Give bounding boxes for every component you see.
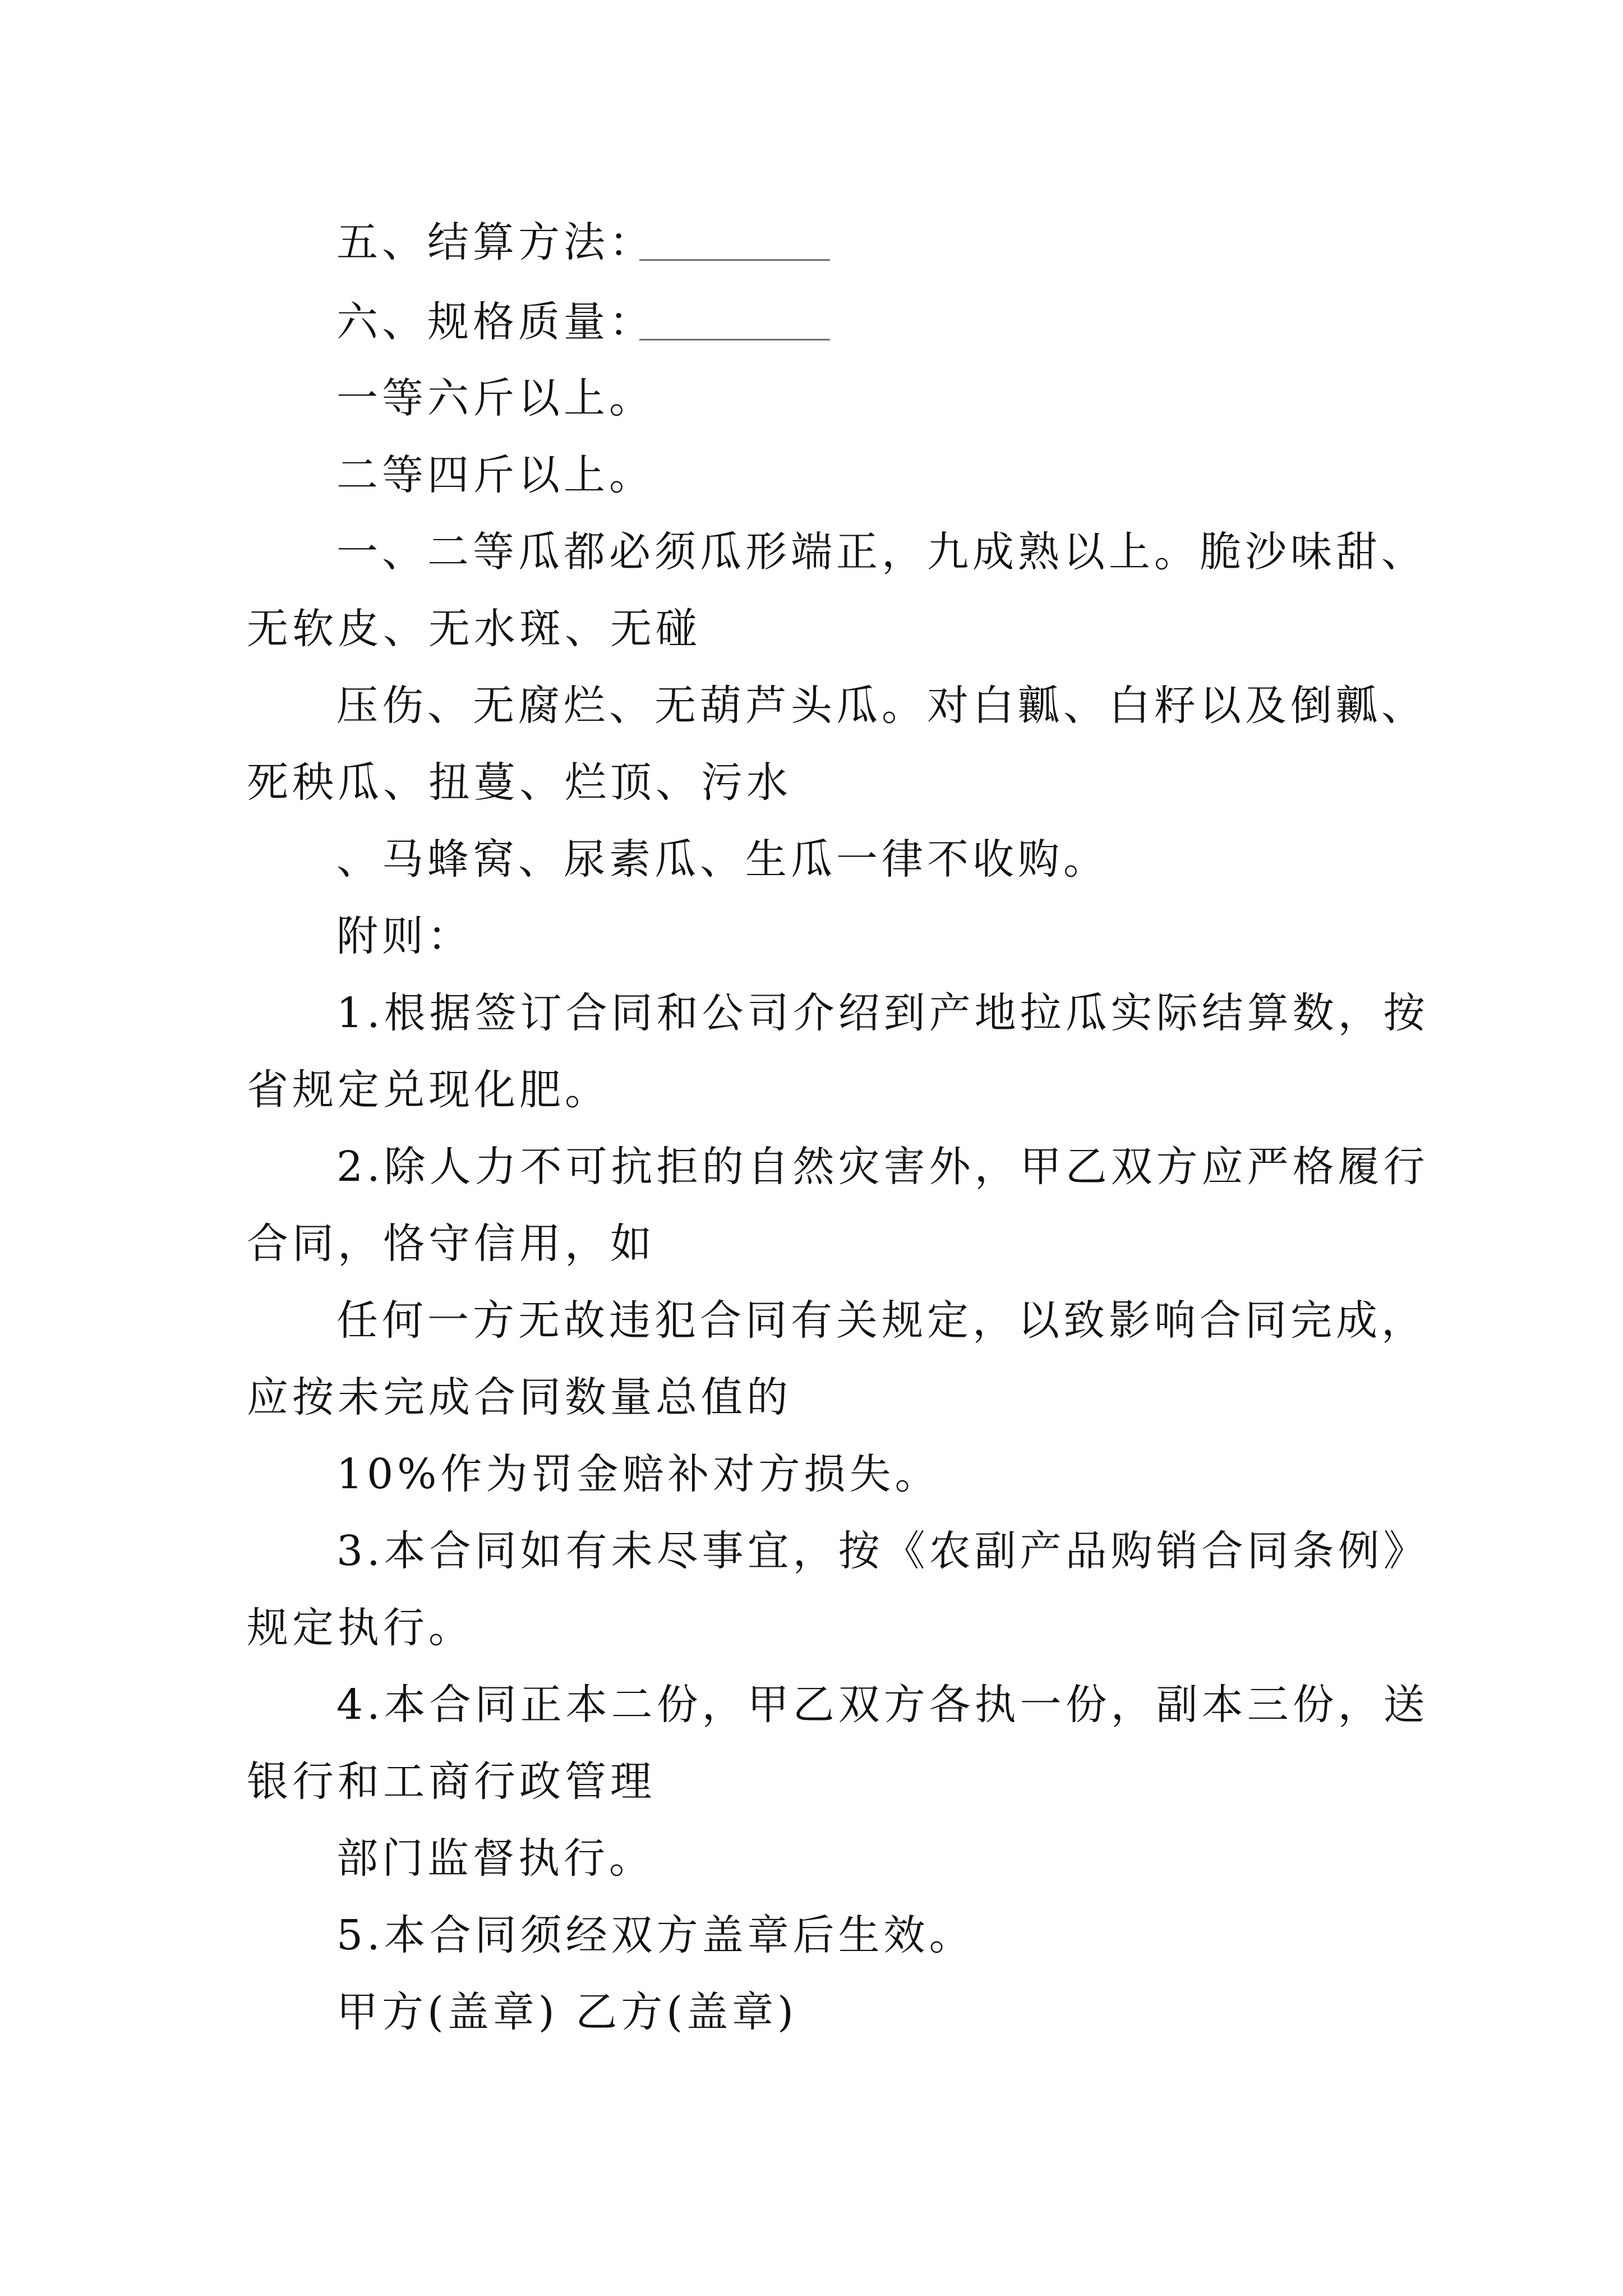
settlement-method-label: 五、结算方法：	[336, 218, 654, 266]
clause-1-line-1: 1.根据签订合同和公司介绍到产地拉瓜实际结算数，按	[336, 989, 1429, 1037]
clause-3-line-1: 3.本合同如有未尽事宜，按《农副产品购销合同条例》	[336, 1527, 1429, 1575]
clause-3-line-2: 规定执行。	[247, 1604, 474, 1652]
clause-4-line-2: 银行和工商行政管理	[247, 1757, 656, 1806]
clause-5-line: 5.本合同须经双方盖章后生效。	[336, 1911, 975, 1959]
clause-2-line-5: 10%作为罚金赔补对方损失。	[336, 1450, 940, 1498]
grade-two-line: 二等四斤以上。	[336, 451, 654, 499]
clause-2-line-3: 任何一方无故违犯合同有关规定，以致影响合同完成，	[336, 1296, 1427, 1345]
quality-requirements-line-2: 无软皮、无水斑、无碰	[247, 605, 701, 653]
signature-line: 甲方(盖章) 乙方(盖章)	[336, 1988, 798, 2036]
clause-4-line-3: 部门监督执行。	[336, 1834, 654, 1883]
clause-4-line-1: 4.本合同正本二份，甲乙双方各执一份，副本三份，送	[336, 1681, 1429, 1729]
quality-requirements-line-1: 一、二等瓜都必须瓜形端正，九成熟以上。脆沙味甜、	[336, 528, 1427, 576]
clause-2-line-1: 2.除人力不可抗拒的自然灾害外，甲乙双方应严格履行	[336, 1143, 1429, 1191]
spec-quality-label: 六、规格质量：	[336, 298, 654, 346]
clause-2-line-4: 应按未完成合同数量总值的	[247, 1373, 792, 1421]
clause-1-line-2: 省规定兑现化肥。	[247, 1066, 610, 1114]
rejection-criteria-line-3: 、马蜂窝、尿素瓜、生瓜一律不收购。	[336, 835, 1109, 884]
grade-one-line: 一等六斤以上。	[336, 374, 654, 422]
rejection-criteria-line-1: 压伤、无腐烂、无葫芦头瓜。对白瓤、白籽以及倒瓤、	[336, 682, 1427, 730]
spec-quality-blank	[639, 339, 830, 341]
appendix-heading: 附则：	[336, 912, 473, 960]
settlement-method-blank	[639, 259, 830, 261]
clause-2-line-2: 合同，恪守信用，如	[247, 1220, 656, 1268]
rejection-criteria-line-2: 死秧瓜、扭蔓、烂顶、污水	[247, 758, 792, 807]
